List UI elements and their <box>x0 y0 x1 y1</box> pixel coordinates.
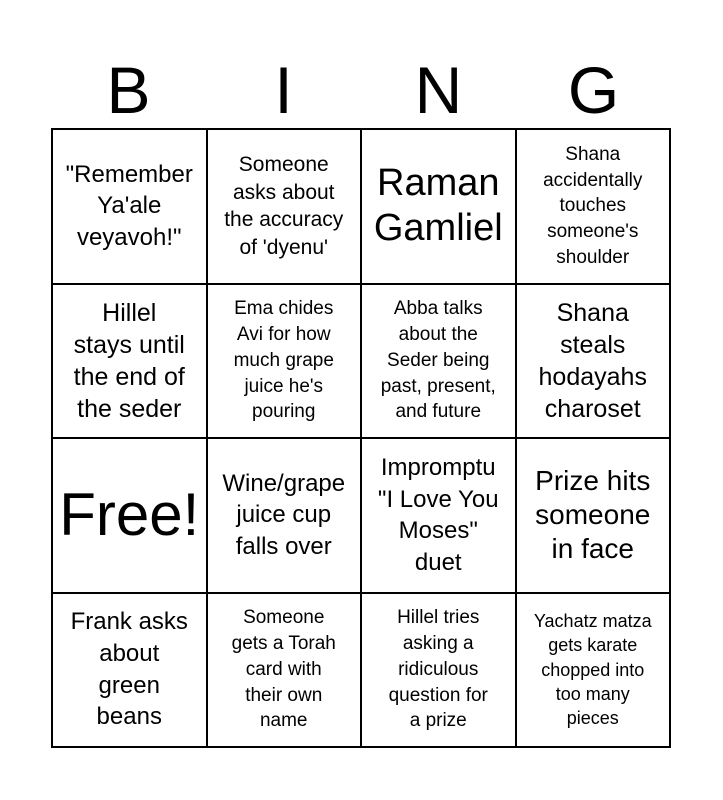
bingo-cell[interactable] <box>361 284 516 439</box>
bingo-cell[interactable] <box>52 593 207 748</box>
header-letter-i: I <box>274 53 293 127</box>
bingo-cell[interactable] <box>516 129 671 284</box>
bingo-cell[interactable] <box>52 284 207 439</box>
header-letter-g: G <box>567 53 620 127</box>
cell-text: Hillel stays until the end of the seder <box>73 298 185 423</box>
cell-text: "Remember Ya'ale veyavoh!" <box>65 160 193 252</box>
bingo-header <box>51 55 671 125</box>
cell-text: Ema chides Avi for how much grape juice he's pouring <box>233 298 334 423</box>
bingo-cell[interactable] <box>207 284 362 439</box>
bingo-cell[interactable] <box>207 129 362 284</box>
cell-text: Wine/grape juice cup falls over <box>222 469 346 561</box>
bingo-cell[interactable] <box>361 438 516 593</box>
bingo-cell[interactable] <box>516 284 671 439</box>
bingo-cell[interactable] <box>516 593 671 748</box>
cell-text: Yachatz matza gets karate chopped into too many pieces <box>533 610 652 729</box>
cell-text: Prize hits someone in face <box>535 465 651 565</box>
header-letter-n: N <box>414 53 463 127</box>
free-space-text: Free! <box>59 481 200 549</box>
header-letter-b: B <box>106 53 151 127</box>
cell-text: Someone gets a Torah card with their own name <box>231 607 336 732</box>
bingo-grid <box>51 128 671 748</box>
bingo-cell[interactable] <box>361 129 516 284</box>
cell-text: Impromptu "I Love You Moses" duet <box>377 453 499 576</box>
bingo-cell[interactable] <box>361 593 516 748</box>
bingo-cell[interactable] <box>52 129 207 284</box>
bingo-cell-free[interactable] <box>52 438 207 593</box>
cell-text: Hillel tries asking a ridiculous question for a prize <box>388 607 488 732</box>
cell-text: Raman Gamliel <box>373 161 503 250</box>
cell-text: Shana accidentally touches someone's shoulder <box>543 143 643 268</box>
bingo-cell[interactable] <box>207 593 362 748</box>
bingo-cell[interactable] <box>207 438 362 593</box>
cell-text: Abba talks about the Seder being past, present, and future <box>380 298 496 423</box>
bingo-cell[interactable] <box>516 438 671 593</box>
cell-text: Shana steals hodayahs charoset <box>538 298 647 423</box>
cell-text: Frank asks about green beans <box>70 608 188 731</box>
cell-text: Someone asks about the accuracy of 'dyenu' <box>224 152 344 259</box>
